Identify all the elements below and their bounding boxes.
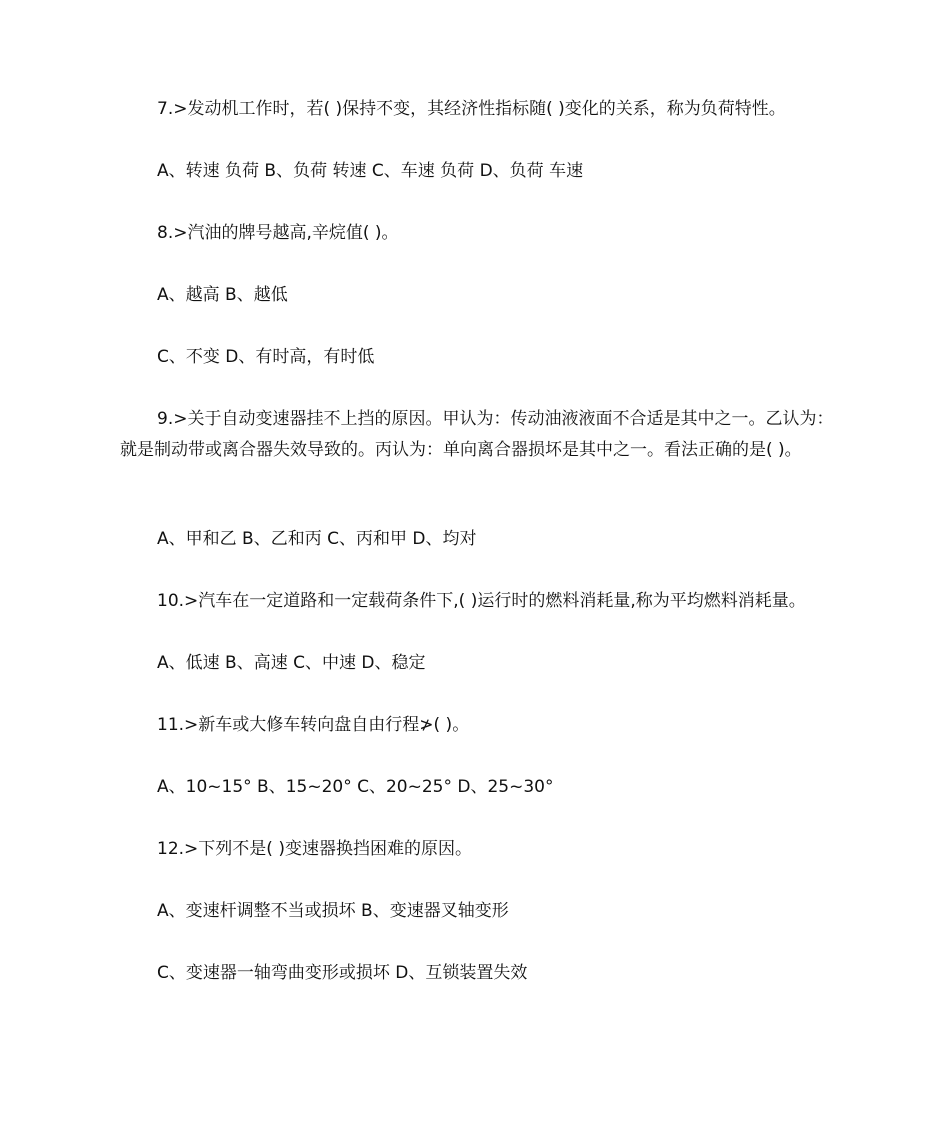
question-8-options-cd: C、不变 D、有时高，有时低 <box>157 347 375 367</box>
question-9-stem: 9.>关于自动变速器挂不上挡的原因。甲认为：传动油液液面不合适是其中之一。乙认为：就是制动带或离合器失效导致的。丙认为：单向离合器损坏是其中之一。看法正确的是( )。 <box>120 409 834 460</box>
question-10-stem: 10.>汽车在一定道路和一定载荷条件下,( )运行时的燃料消耗量,称为平均燃料消耗量。 <box>157 591 806 611</box>
question-8-stem: 8.>汽油的牌号越高,辛烷值( )。 <box>157 223 399 243</box>
question-11-stem: 11.>新车或大修车转向盘自由行程≯( )。 <box>157 715 470 735</box>
question-12-options-ab: A、变速杆调整不当或损坏 B、变速器叉轴变形 <box>157 901 509 921</box>
question-12-options-cd: C、变速器一轴弯曲变形或损坏 D、互锁装置失效 <box>157 963 528 983</box>
question-10-options: A、低速 B、高速 C、中速 D、稳定 <box>157 653 426 673</box>
question-7-stem: 7.>发动机工作时，若( )保持不变，其经济性指标随( )变化的关系，称为负荷特性。 <box>157 99 786 119</box>
question-9-options: A、甲和乙 B、乙和丙 C、丙和甲 D、均对 <box>157 529 477 549</box>
question-8-options-ab: A、越高 B、越低 <box>157 285 288 305</box>
question-11-options: A、10~15° B、15~20° C、20~25° D、25~30° <box>157 777 554 797</box>
question-12-stem: 12.>下列不是( )变速器换挡困难的原因。 <box>157 839 472 859</box>
question-7-options: A、转速 负荷 B、负荷 转速 C、车速 负荷 D、负荷 车速 <box>157 161 584 181</box>
